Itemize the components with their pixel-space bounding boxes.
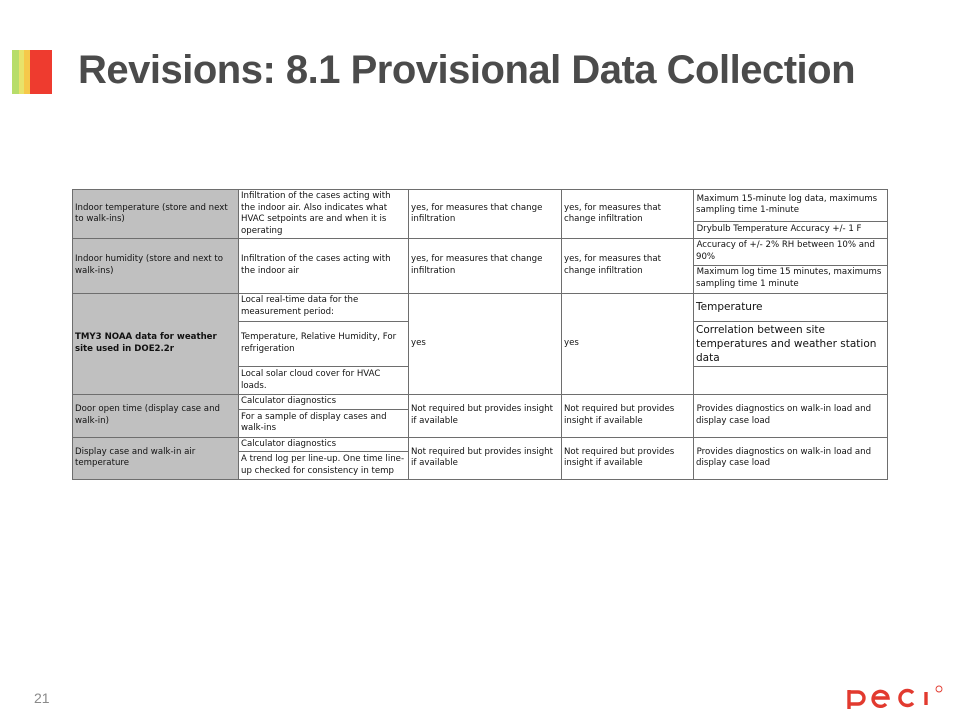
purpose-cell: Infiltration of the cases acting with the indoor air. Also indicates what HVAC setpoints are and when it is operating [239,190,409,239]
note-cell: ▪ Provides diagnostics on walk-in load and display case load [694,395,888,438]
row-label-door-open-time: Door open time (display case and walk-in) [73,395,239,438]
table-row [73,239,888,265]
accent-bar-red [30,50,52,94]
value-cell: yes, for measures that change infiltration [409,190,562,239]
table-row [73,293,888,321]
purpose-cell: Temperature, Relative Humidity, For refrigeration [239,321,409,367]
note-cell [694,367,888,395]
row-label-display-case-air-temperature: Display case and walk-in air temperature [73,437,239,480]
note-cell: ▪ Accuracy of +/- 2% RH between 10% and 90% [694,239,888,265]
value-cell: Not required but provides insight if available [409,395,562,438]
slide-title: Revisions: 8.1 Provisional Data Collection [78,48,856,92]
purpose-cell: Local solar cloud cover for HVAC loads. [239,367,409,395]
value-cell: Not required but provides insight if available [562,437,694,480]
value-cell: yes [562,293,694,395]
revisions-table-container [72,189,887,476]
value-cell: Not required but provides insight if available [409,437,562,480]
purpose-cell: For a sample of display cases and walk-ins [239,409,409,437]
note-cell: ▪ Drybulb Temperature Accuracy +/- 1 F [694,221,888,239]
row-label-indoor-temperature: Indoor temperature (store and next to walk-ins) [73,190,239,239]
peci-logo [846,684,946,710]
purpose-cell: Infiltration of the cases acting with the indoor air [239,239,409,293]
purpose-cell: Calculator diagnostics [239,437,409,452]
note-cell: Correlation between site temperatures and weather station data [694,321,888,367]
accent-bar-green [12,50,19,94]
value-cell: Not required but provides insight if available [562,395,694,438]
value-cell: yes, for measures that change infiltration [562,239,694,293]
table-row [73,190,888,222]
page-number: 21 [34,690,50,706]
table-row [73,437,888,452]
note-cell: ▪ Maximum log time 15 minutes, maximums sampling time 1 minute [694,265,888,293]
purpose-cell: Local real-time data for the measurement period: [239,293,409,321]
note-cell: Temperature [694,293,888,321]
row-label-indoor-humidity: Indoor humidity (store and next to walk-ins) [73,239,239,293]
value-cell: yes, for measures that change infiltration [409,239,562,293]
note-cell: ▪ Maximum 15-minute log data, maximums sampling time 1-minute [694,190,888,222]
row-label-tmy3-noaa: TMY3 NOAA data for weather site used in DOE2.2r [73,293,239,395]
note-cell: ▪ Provides diagnostics on walk-in load and display case load [694,437,888,480]
value-cell: yes [409,293,562,395]
value-cell: yes, for measures that change infiltration [562,190,694,239]
purpose-cell: A trend log per line-up. One time line-up checked for consistency in temp [239,452,409,480]
revisions-table [72,189,888,480]
purpose-cell: Calculator diagnostics [239,395,409,410]
table-row [73,395,888,410]
